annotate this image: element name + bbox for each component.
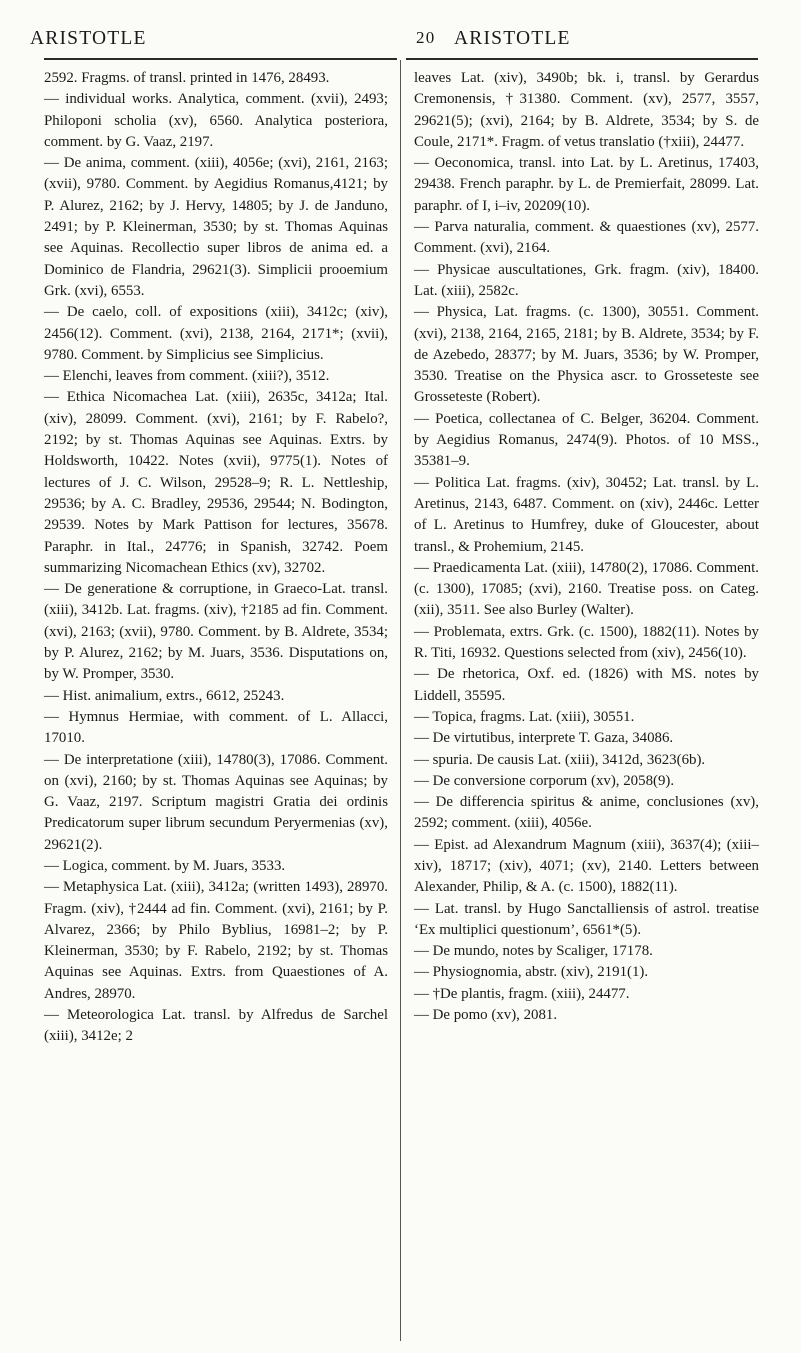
page-number: 20 <box>416 28 436 47</box>
entry: — Metaphysica Lat. (xiii), 3412a; (written 1493), 28970. Fragm. (xiv), †2444 ad fin. Comment. (xvi), 2161; by P. Alvarez, 2366; by Philo Byblius, 16981–2; by P. Kleinerman, 3530; by F. Rabelo, 2192; by st. Thomas Aquinas see Aquinas. Extrs. from Quaestiones of A. Andres, 28970. <box>44 879 388 1002</box>
entry: — Physiognomia, abstr. (xiv), 2191(1). <box>414 964 649 981</box>
entry: — Elenchi, leaves from comment. (xiii?), 3512. <box>44 368 330 385</box>
column-divider <box>400 60 401 1341</box>
entry: — Physica, Lat. fragms. (c. 1300), 30551. Comment. (xvi), 2138, 2164, 2165, 2181; by B. Aldrete, 3534; by F. de Azebedo, 28377; by M. Juars, 3536; by W. Promper, 3530. Treatise on the Physica ascr. to Grosseteste see Grosseteste (Robert). <box>414 304 759 406</box>
entry: — Hist. animalium, extrs., 6612, 25243. <box>44 687 285 704</box>
entry: — De interpretatione (xiii), 14780(3), 17086. Comment. on (xvi), 2160; by st. Thomas Aquinas see Aquinas; by G. Vaaz, 2197. Scriptum magistri Gratia dei ordinis Predicatorum super librum secundum Peryermenias (xv), 29621(2). <box>44 751 388 853</box>
entry: — Problemata, extrs. Grk. (c. 1500), 1882(11). Notes by R. Titi, 16932. Questions selected from (xiv), 2456(10). <box>414 623 759 662</box>
entry: — Logica, comment. by M. Juars, 3533. <box>44 857 286 874</box>
left-column <box>44 68 388 1048</box>
entry: — De conversione corporum (xv), 2058(9). <box>414 772 675 789</box>
entry: — individual works. Analytica, comment. (xvii), 2493; Philoponi scholia (xv), 6560. Analytica posteriora, comment. by G. Vaaz, 2197. <box>44 91 388 150</box>
header-rule-right <box>406 58 758 60</box>
entry: 2592. Fragms. of transl. printed in 1476, 28493. <box>44 70 330 86</box>
entry: — Epist. ad Alexandrum Magnum (xiii), 3637(4); (xiii–xiv), 18717; (xiv), 4071; (xv), 2140. Letters between Alexander, Philip, & A. (c. 1500), 1882(11). <box>414 836 759 896</box>
entry: — Poetica, collectanea of C. Belger, 36204. Comment. by Aegidius Romanus, 2474(9). Photos. of 10 MSS., 35381–9. <box>414 410 759 470</box>
entry: — De virtutibus, interprete T. Gaza, 34086. <box>414 730 674 747</box>
entry: — De mundo, notes by Scaliger, 17178. <box>414 943 653 960</box>
running-header <box>30 28 775 52</box>
entry: — Politica Lat. fragms. (xiv), 30452; Lat. transl. by L. Aretinus, 2143, 6487. Comment. on (xiv), 2446c. Letter of L. Aretinus to Humfrey, duke of Gloucester, about transl., & Prohemium, 2145. <box>414 474 759 555</box>
entry: — De generatione & corruptione, in Graeco-Lat. transl. (xiii), 3412b. Lat. fragms. (xiv), †2185 ad fin. Comment. (xvi), 2163; (xvii), 9780. Comment. by B. Aldrete, 3534; by P. Alurez, 2162; by M. Juars, 3536. Disputations on, by W. Promper, 3530. <box>44 581 388 683</box>
entry: — Ethica Nicomachea Lat. (xiii), 2635c, 3412a; Ital. (xiv), 28099. Comment. (xvi), 2161; by F. Rabelo?, 2192; by st. Thomas Aquinas see Aquinas. Extrs. by Holdsworth, 10422. Notes (xvii), 9775(1). Notes of lectures of J. C. Wilson, 29528–9; R. L. Nettleship, 29536; by A. C. Bradley, 29536, 29544; N. Bodington, 29539. Notes by Mark Pattison for lectures, 35678. Paraphr. in Ital., 24776; in Spanish, 32742. Poem summarizing Nicomachean Ethics (xv), 32702. <box>44 389 388 576</box>
entry: — Praedicamenta Lat. (xiii), 14780(2), 17086. Comment. (c. 1300), 17085; (xvi), 2160. Treatise poss. on Categ. (xii), 3511. See also Burley (Walter). <box>414 559 759 619</box>
header-rule-left <box>44 58 397 60</box>
entry: — Hymnus Hermiae, with comment. of L. Allacci, 17010. <box>44 708 388 747</box>
right-column <box>414 68 759 1026</box>
header-left-title: ARISTOTLE <box>30 28 147 49</box>
entry: — spuria. De causis Lat. (xiii), 3412d, 3623(6b). <box>414 751 706 768</box>
header-right-title: ARISTOTLE <box>454 28 571 49</box>
entry: — Lat. transl. by Hugo Sanctalliensis of astrol. treatise ‘Ex multiplici questionum’, 6561*(5). <box>414 900 759 938</box>
entry: — Parva naturalia, comment. & quaestiones (xv), 2577. Comment. (xvi), 2164. <box>414 219 759 257</box>
entry: — Physicae auscultationes, Grk. fragm. (xiv), 18400. Lat. (xiii), 2582c. <box>414 261 759 299</box>
entry: — Meteorologica Lat. transl. by Alfredus de Sarchel (xiii), 3412e; 2 <box>44 1007 388 1045</box>
entry: — De rhetorica, Oxf. ed. (1826) with MS. notes by Liddell, 35595. <box>414 666 759 704</box>
entry: — Topica, fragms. Lat. (xiii), 30551. <box>414 708 635 725</box>
entry: — De differencia spiritus & anime, conclusiones (xv), 2592; comment. (xiii), 4056e. <box>414 794 759 832</box>
entry: — Oeconomica, transl. into Lat. by L. Aretinus, 17403, 29438. French paraphr. by L. de Premierfait, 28099. Lat. paraphr. of I, i–iv, 20209(10). <box>414 155 759 214</box>
entry: — †De plantis, fragm. (xiii), 24477. <box>414 985 630 1002</box>
entry: — De caelo, coll. of expositions (xiii), 3412c; (xiv), 2456(12). Comment. (xvi), 2138, 2164, 2171*; (xvii), 9780. Comment. by Simplicius see Simplicius. <box>44 304 388 363</box>
entry: leaves Lat. (xiv), 3490b; bk. i, transl. by Gerardus Cremonensis, †31380. Comment. (xv), 2577, 3557, 29621(5); (xvi), 2164; by B. Aldrete, 3534; by S. de Coule, 2171*. Fragm. of vetus translatio (†xiii), 24477. <box>414 70 759 150</box>
entry: — De anima, comment. (xiii), 4056e; (xvi), 2161, 2163; (xvii), 9780. Comment. by Aegidius Romanus,4121; by P. Alurez, 2162; by J. Hervy, 14805; by J. de Janduno, 2491; by P. Kleinerman, 3530; by st. Thomas Aquinas see Aquinas. Recollectio super libros de anima ed. a Dominico de Flandria, 29621(3). Simplicii prooemium Grk. (xvi), 6553. <box>44 155 388 299</box>
entry: — De pomo (xv), 2081. <box>414 1007 558 1024</box>
